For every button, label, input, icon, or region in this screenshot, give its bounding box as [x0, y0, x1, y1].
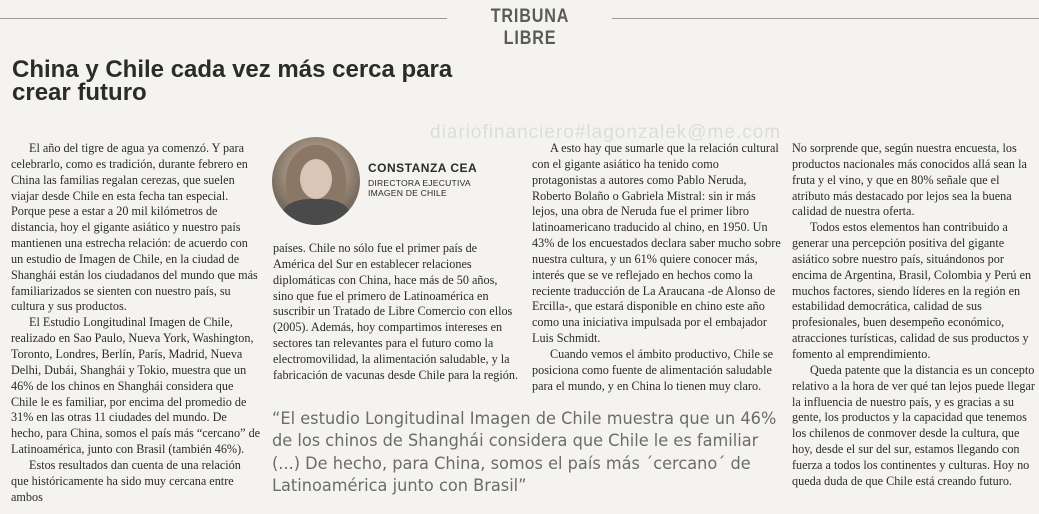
paragraph: El año del tigre de agua ya comenzó. Y para celebrarlo, como es tradición, durante febrero en China las familias regalan cerezas, que suelen viajar desde Chile en esta fecha tan especial. Porque pese a estar a 20 mil kilómetros de distancia, hoy el gigante asiático y nuestro país mantienen una estrecha relación: de acuerdo con un estudio de Imagen de Chile, en la ciudad de Shanghái están los ciudadanos del mundo que más familiarizados se sienten con nuestro país, su cultura y sus productos. — [11, 141, 258, 314]
paragraph: Todos estos elementos han contribuido a generar una percepción positiva del gigante asiático sobre nuestro país, situándonos por encima de Argentina, Brasil, Colombia y Perú en muchos factores, siendo líderes en la región en estabilidad democrática, calidad de sus profesionales, buen desempeño económico, atracciones turísticas, calidad de sus productos y fomento al emprendimiento. — [792, 220, 1032, 361]
paragraph: No sorprende que, según nuestra encuesta, los productos nacionales más conocidos allá sean la fruta y el vino, y que en 80% señale que el atributo más destacado por lejos sea la buena calidad de nuestra oferta. — [792, 141, 1027, 219]
article-column-3 — [532, 141, 781, 395]
header-rule-left — [0, 18, 447, 19]
paragraph: A esto hay que sumarle que la relación cultural con el gigante asiático ha tenido como protagonistas a autores como Pablo Neruda, Roberto Bolaño o Gabriela Mistral: sin ir más lejos, una obra de Neruda fue el primer libro latinoamericano traducido al chino, en 1950. Un 43% de los encuestados declara saber mucho sobre nuestra cultura, y un 61% quiere conocer más, interés que se ve reflejado en hechos como la reciente traducción de La Araucana -de Alonso de Ercilla-, que estará disponible en chino este año como una iniciativa impulsada por el embajador Luis Schmidt. — [532, 141, 781, 346]
watermark: diariofinanciero#lagonzalek@me.com — [430, 122, 782, 143]
paragraph: Cuando vemos el ámbito productivo, Chile se posiciona como fuente de alimentación saludable para el mundo, y en China lo tienen muy claro. — [532, 346, 774, 393]
author-role: DIRECTORA EJECUTIVA IMAGEN DE CHILE — [368, 178, 471, 198]
paragraph: Queda patente que la distancia es un concepto relativo a la hora de ver qué tan lejos puede llegar la influencia de nuestro país, y es gracias a su gente, los productos y la capacidad que tenemos los chilenos de conmover desde la cultura, que hoy, desde el sur del sur, estamos llegando con fuerza a todos los continentes y culturas. Hoy no queda duda de que Chile está creando futuro. — [792, 362, 1035, 488]
pull-quote: “El estudio Longitudinal Imagen de Chile muestra que un 46% de los chinos de Shanghái considera que Chile le es familiar (...) De hecho, para China, somos el país más ´cercano´ de Latinoamérica junto con Brasil” — [272, 409, 777, 496]
author-name: CONSTANZA CEA — [368, 161, 478, 175]
paragraph: Estos resultados dan cuenta de una relación que históricamente ha sido muy cercana entre ambos — [11, 457, 241, 504]
article-column-1 — [11, 141, 261, 505]
article-column-2 — [273, 241, 518, 384]
article-column-4 — [792, 141, 1037, 490]
paragraph: El Estudio Longitudinal Imagen de Chile, realizado en Sao Paulo, Nueva York, Washington, Toronto, Londres, Berlín, París, Madrid, Nueva Delhi, Dubái, Shanghái y Tokio, muestra que un 46% de los chinos en Shanghái considera que Chile le es familiar, por encima del promedio de 31% en las otras 11 ciudades del mundo. De hecho, para China, somos el país más “cercano” de Latinoamérica, junto con Brasil (también 46%). — [11, 315, 261, 457]
paragraph: países. Chile no sólo fue el primer país de América del Sur en establecer relaciones diplomáticas con China, hace más de 50 años, sino que fue el primero de Latinoamérica en suscribir un Tratado de Libre Comercio con ellos (2005). Además, hoy compartimos intereses en sectores tan relevantes para el futuro como la electromovilidad, la alimentación saludable, y la fabricación de vacunas desde Chile para la región. — [273, 241, 518, 382]
header-rule-right — [612, 18, 1039, 19]
article-headline: China y Chile cada vez más cerca para crear futuro — [12, 56, 453, 106]
author-photo — [272, 137, 360, 225]
section-title: TRIBUNA LIBRE — [490, 6, 570, 49]
